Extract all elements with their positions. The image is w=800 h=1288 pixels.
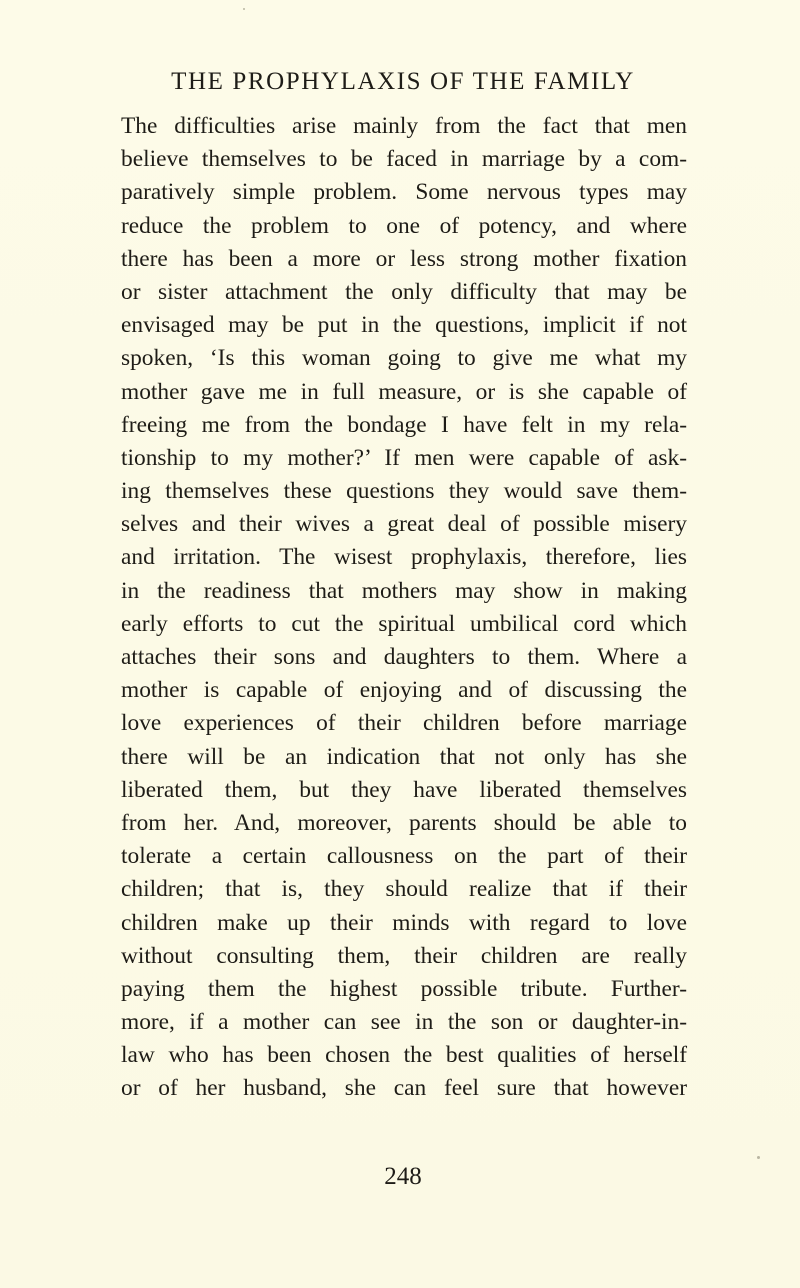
text-line: or sister attachment the only difficulty that may be xyxy=(121,278,687,305)
text-line: paying them the highest possible tribute. Further- xyxy=(121,975,687,1002)
text-line: children make up their minds with regard to love xyxy=(121,909,687,936)
text-line: law who has been chosen the best qualities of herself xyxy=(121,1042,687,1069)
text-line: ing themselves these questions they would save them- xyxy=(121,478,687,505)
running-head: THE PROPHYLAXIS OF THE FAMILY xyxy=(171,68,635,95)
text-line: reduce the problem to one of potency, and where xyxy=(121,212,687,239)
paper-speck xyxy=(757,1156,760,1159)
text-line: mother gave me in full measure, or is she capable of xyxy=(121,378,687,405)
text-line: more, if a mother can see in the son or daughter-in- xyxy=(121,1009,687,1036)
text-line: attaches their sons and daughters to them. Where a xyxy=(121,644,687,670)
text-line: envisaged may be put in the questions, implicit if not xyxy=(121,312,687,339)
page-number: 248 xyxy=(384,1163,422,1190)
text-line: early efforts to cut the spiritual umbilical cord which xyxy=(121,610,687,637)
text-line: tionship to my mother?’ If men were capable of ask- xyxy=(121,444,687,471)
text-line: there will be an indication that not only has she xyxy=(121,743,687,770)
text-line: in the readiness that mothers may show in making xyxy=(121,577,687,604)
text-line: The difficulties arise mainly from the fact that men xyxy=(121,113,687,139)
paper-speck xyxy=(243,8,245,10)
text-line: liberated them, but they have liberated themselves xyxy=(121,776,687,803)
body-text xyxy=(121,110,687,1106)
text-line: and irritation. The wisest prophylaxis, therefore, lies xyxy=(121,544,687,571)
text-line: there has been a more or less strong mother fixation xyxy=(121,245,687,272)
text-line: without consulting them, their children are really xyxy=(121,942,687,969)
text-line: tolerate a certain callousness on the part of their xyxy=(121,843,687,870)
text-line: mother is capable of enjoying and of discussing the xyxy=(121,677,687,704)
text-line: paratively simple problem. Some nervous types may xyxy=(121,179,687,206)
text-line: children; that is, they should realize that if their xyxy=(121,876,687,903)
text-line: believe themselves to be faced in marriage by a com- xyxy=(121,146,687,173)
text-line: spoken, ‘Is this woman going to give me what my xyxy=(121,345,687,372)
text-line: freeing me from the bondage I have felt in my rela- xyxy=(121,411,687,438)
text-line: from her. And, moreover, parents should be able to xyxy=(121,809,687,836)
text-line: love experiences of their children before marriage xyxy=(121,710,687,737)
text-line: selves and their wives a great deal of possible misery xyxy=(121,511,687,538)
text-line: or of her husband, she can feel sure that however xyxy=(121,1075,687,1102)
